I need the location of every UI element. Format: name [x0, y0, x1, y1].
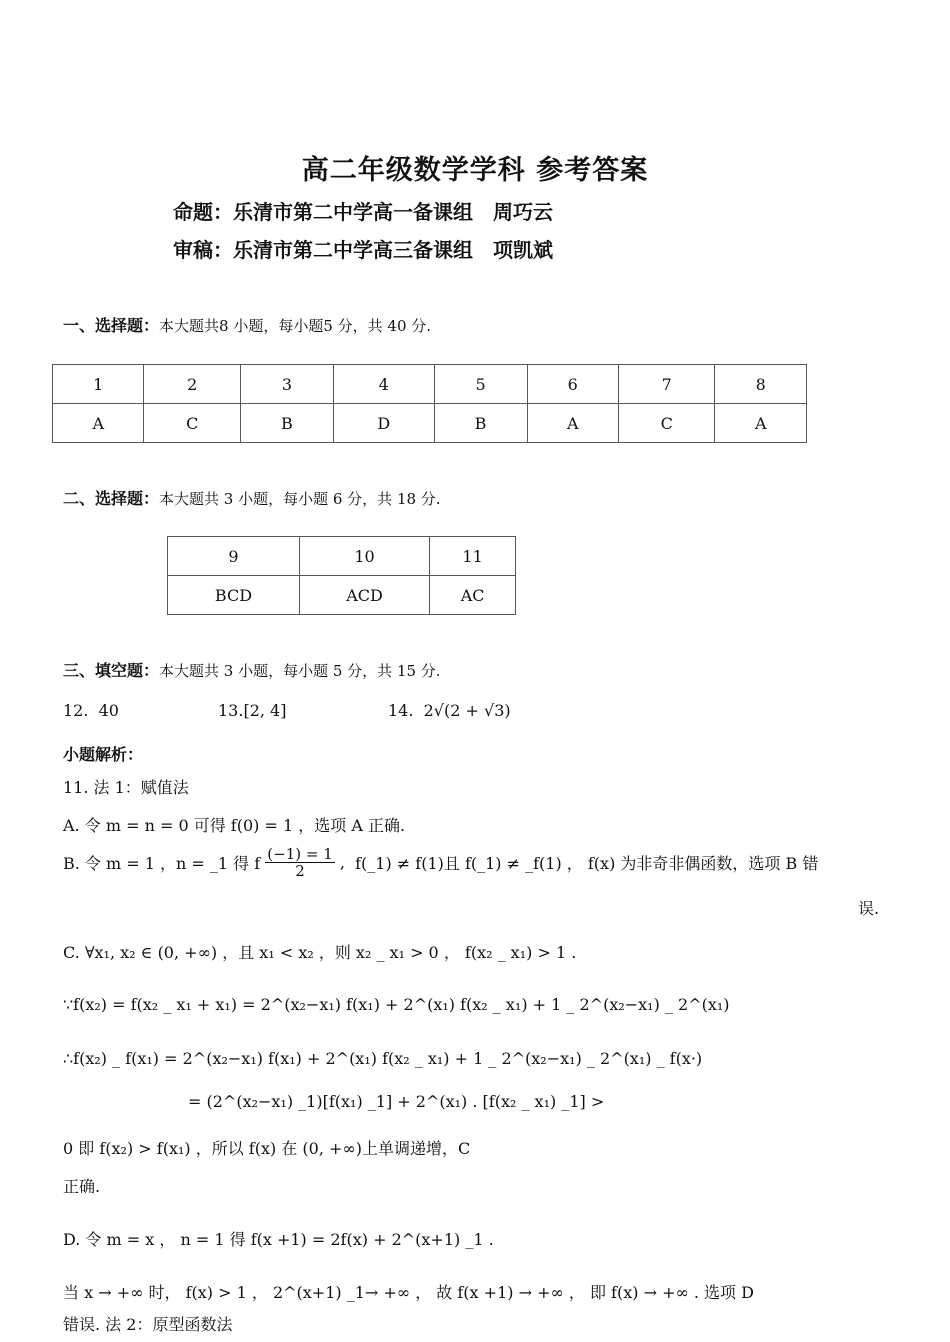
q12-value: 40	[98, 701, 119, 720]
analysis-line-11: 11. 法 1：赋值法	[63, 778, 189, 797]
analysis-line-c1: ∵f(x₂) = f(x₂ _ x₁ + x₁) = 2^(x₂−x₁) f(x₁) + 2^(x₁) f(x₂ _ x₁) + 1 _ 2^(x₂−x₁) _ 2^(x₁)	[63, 995, 730, 1014]
table-cell: 2	[144, 365, 240, 404]
table-cell: A	[527, 404, 618, 443]
table-cell: D	[333, 404, 434, 443]
table-cell: 6	[527, 365, 618, 404]
section3-header	[63, 658, 441, 681]
fraction-denominator: 2	[295, 862, 305, 880]
analysis-b-pre: B. 令 m = 1 ，n = _1 得 f	[63, 854, 261, 873]
section3-heading: 三、填空题：	[63, 661, 160, 680]
table-cell: 10	[299, 537, 429, 576]
analysis-heading: 小题解析：	[63, 745, 144, 764]
section2-answer-row	[168, 576, 516, 615]
analysis-line-c2: ∴f(x₂) _ f(x₁) = 2^(x₂−x₁) f(x₁) + 2^(x₁) f(x₂ _ x₁) + 1 _ 2^(x₂−x₁) _ 2^(x₁) _ f(x·)	[63, 1049, 703, 1068]
table-cell: ACD	[299, 576, 429, 615]
analysis-line-c5: 正确.	[63, 1177, 101, 1196]
section2-desc: 本大题共 3 小题，每小题 6 分，共 18 分.	[159, 490, 441, 508]
table-cell: 9	[168, 537, 300, 576]
fraction-numerator: (−1) = 1	[267, 845, 333, 863]
analysis-line-d1: 当 x → +∞ 时， f(x) > 1 ， 2^(x+1) _1→ +∞ ， 故 f(x +1) → +∞ ， 即 f(x) → +∞ . 选项 D	[63, 1283, 754, 1302]
section2-header	[63, 486, 441, 509]
table-cell: A	[715, 404, 807, 443]
author-line: 命题：乐清市第二中学高一备课组 周巧云	[173, 200, 553, 224]
analysis-line-c4: 0 即 f(x₂) > f(x₁) ，所以 f(x) 在 (0, +∞)上单调递增，C	[63, 1139, 471, 1158]
table-cell: AC	[430, 576, 516, 615]
analysis-line-c: C. ∀x₁, x₂ ∈ (0, +∞) ，且 x₁ < x₂ ，则 x₂ _ x₁ > 0 ， f(x₂ _ x₁) > 1 .	[63, 943, 577, 962]
q14-answer	[388, 701, 511, 720]
q12-label: 12.	[63, 701, 89, 720]
analysis-line-c3: = (2^(x₂−x₁) _1)[f(x₁) _1] + 2^(x₁) . [f(x₂ _ x₁) _1] >	[188, 1092, 605, 1111]
analysis-b-post: f(_1) ≠ f(1)且 f(_1) ≠ _f(1) ， f(x) 为非奇非偶函数，选项 B 错	[355, 854, 819, 873]
section1-answer-row	[53, 404, 807, 443]
q14-value: 2√(2 + √3)	[423, 701, 511, 720]
analysis-line-b-tail: 误.	[858, 899, 880, 918]
table-cell: B	[434, 404, 527, 443]
section2-heading: 二、选择题：	[63, 489, 160, 508]
analysis-line-d2: 错误. 法 2：原型函数法	[63, 1315, 233, 1334]
table-cell: C	[144, 404, 240, 443]
section1-header	[63, 313, 431, 336]
section1-desc: 本大题共8 小题，每小题5 分，共 40 分.	[159, 317, 432, 335]
section1-question-row	[53, 365, 807, 404]
q13-label: 13.	[218, 701, 244, 720]
table-cell: 7	[619, 365, 715, 404]
analysis-line-d: D. 令 m = x ， n = 1 得 f(x +1) = 2f(x) + 2^(x+1) _1 .	[63, 1230, 494, 1249]
section3-desc: 本大题共 3 小题，每小题 5 分，共 15 分.	[159, 662, 441, 680]
analysis-line-b: B. 令 m = 1 ，n = _1 得 f $\frac{(-1) = 1}{2}$ , f(_1) ≠ f(1)且 f(_1) ≠ _f(1) ， f(x) 为非奇非偶函数，选项 B 错	[63, 845, 819, 880]
q13-value: [2, 4]	[243, 701, 287, 720]
q14-label: 14.	[388, 701, 414, 720]
page-title: 高二年级数学学科 参考答案	[301, 155, 649, 186]
section1-answer-table	[52, 364, 807, 443]
table-cell: B	[240, 404, 333, 443]
table-cell: 1	[53, 365, 144, 404]
section2-answer-table	[167, 536, 516, 615]
table-cell: BCD	[168, 576, 300, 615]
table-cell: 3	[240, 365, 333, 404]
table-cell: 11	[430, 537, 516, 576]
section1-heading: 一、选择题：	[63, 316, 160, 335]
table-cell: 4	[333, 365, 434, 404]
fraction	[265, 846, 334, 879]
table-cell: A	[53, 404, 144, 443]
table-cell: 5	[434, 365, 527, 404]
table-cell: C	[619, 404, 715, 443]
table-cell: 8	[715, 365, 807, 404]
q12-answer	[63, 701, 119, 720]
reviewer-line: 审稿：乐清市第二中学高三备课组 项凯斌	[173, 238, 553, 262]
q13-answer	[218, 701, 286, 720]
section2-question-row	[168, 537, 516, 576]
analysis-line-a: A. 令 m = n = 0 可得 f(0) = 1 ，选项 A 正确.	[63, 816, 406, 835]
